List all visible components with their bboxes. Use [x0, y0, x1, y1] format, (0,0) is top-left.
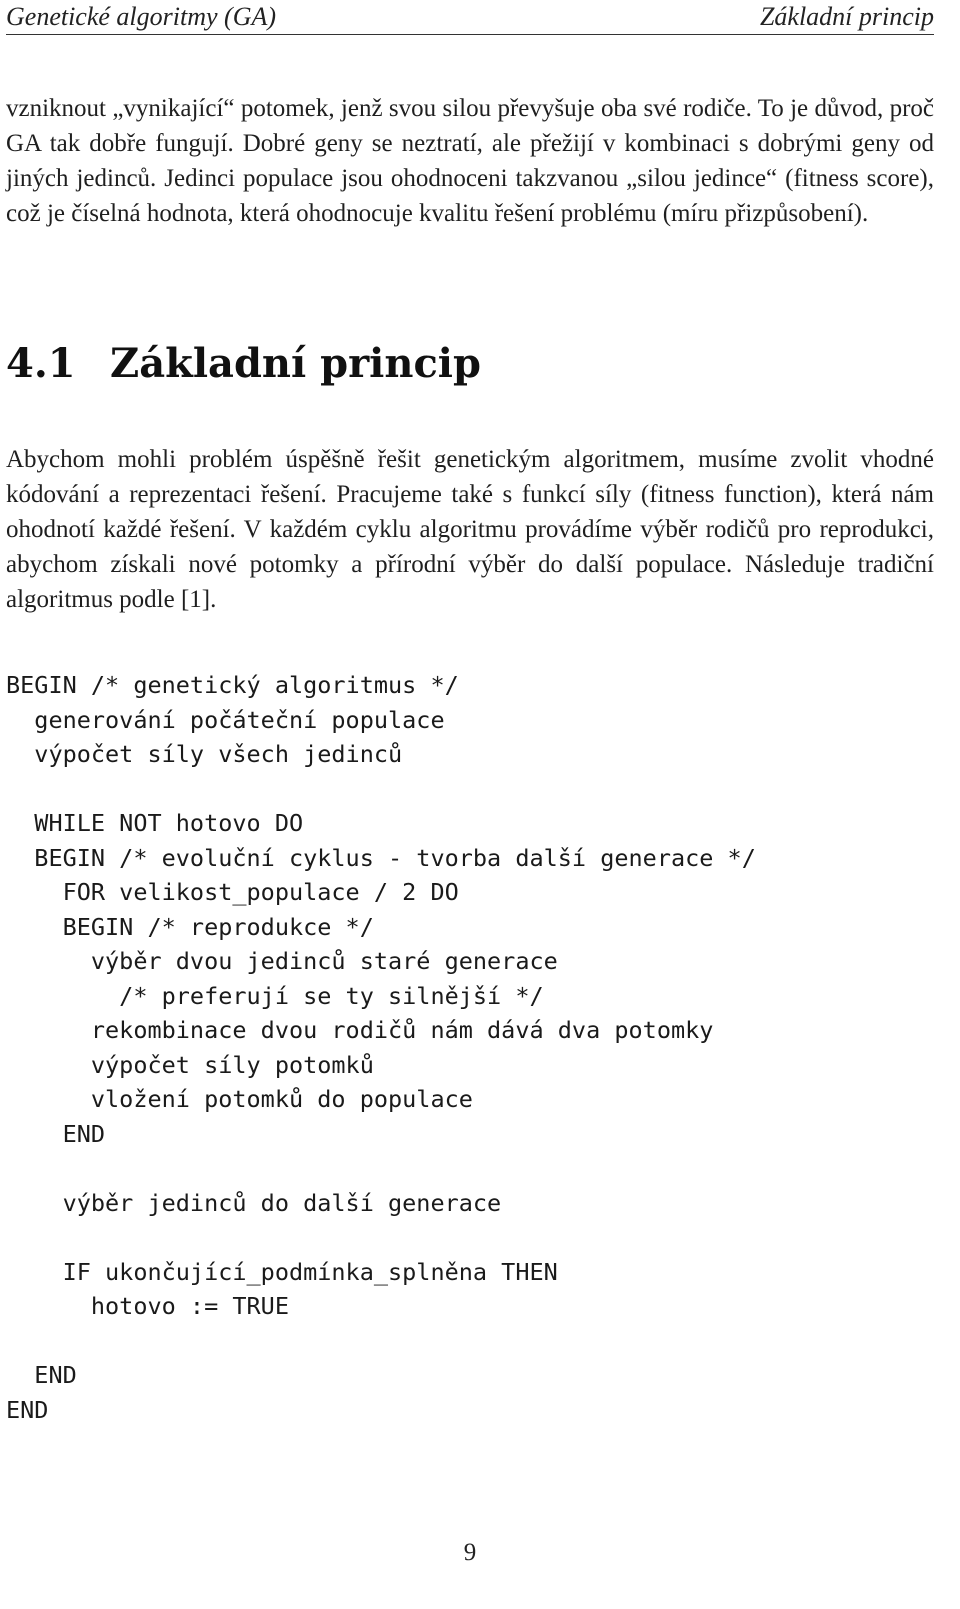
code-line: FOR velikost_populace / 2 DO — [6, 878, 459, 906]
section-title: Základní princip — [110, 340, 481, 387]
code-line: výpočet síly potomků — [6, 1050, 374, 1079]
paragraph-principle: Abychom mohli problém úspěšně řešit genetickým algoritmem, musíme zvolit vhodné kódování a reprezentaci řešení. Pracujeme také s funkcí síly (fitness function), která nám ohodnotí každé řešení. V každém cyklu algoritmu provádíme výběr rodičů pro reprodukci, abychom získali nové potomky a přírodní výběr do další populace. Následuje tradiční algoritmus podle [1]. — [6, 446, 934, 613]
code-line: BEGIN /* genetický algoritmus */ — [6, 671, 459, 699]
page-number: 9 — [463, 1539, 477, 1566]
header-rule — [6, 34, 934, 35]
algorithm-code-block — [6, 668, 756, 1427]
running-header — [6, 2, 934, 32]
code-line: hotovo := TRUE — [6, 1292, 289, 1320]
code-line: WHILE NOT hotovo DO — [6, 809, 304, 837]
code-line: výběr dvou jedinců staré generace — [6, 947, 558, 975]
code-line: IF ukončující_podmínka_splněna THEN — [6, 1257, 558, 1286]
code-line: vložení potomků do populace — [6, 1085, 473, 1113]
code-line: generování počáteční populace — [6, 705, 445, 734]
code-line: BEGIN /* evoluční cyklus - tvorba další generace */ — [6, 843, 756, 872]
code-line — [6, 1151, 756, 1186]
code-line: END — [6, 1361, 77, 1389]
code-line: výpočet síly všech jedinců — [6, 740, 403, 768]
paragraph-intro: vzniknout „vynikající“ potomek, jenž svou silou převyšuje oba své rodiče. To je důvod, proč GA tak dobře fungují. Dobré geny se neztratí, ale přežijí v kombinaci s dobrými geny od jiných jedinců. Jedinci populace jsou ohodnoceni takzvanou „silou jedince“ (fitness score), což je číselná hodnota, která ohodnocuje kvalitu řešení problému (míru přizpůsobení). — [6, 95, 934, 227]
header-chapter-title: Genetické algoritmy (GA) — [6, 2, 277, 31]
header-section-title: Základní princip — [759, 2, 934, 31]
code-line — [6, 1220, 756, 1255]
code-line — [6, 772, 756, 807]
section-heading — [6, 340, 481, 388]
code-line: END — [6, 1395, 49, 1424]
code-line: výběr jedinců do další generace — [6, 1188, 502, 1217]
document-page — [6, 0, 934, 1609]
code-line — [6, 1324, 756, 1359]
code-line: rekombinace dvou rodičů nám dává dva potomky — [6, 1016, 714, 1044]
code-line: /* preferují se ty silnější */ — [6, 981, 544, 1010]
code-line: BEGIN /* reprodukce */ — [6, 912, 374, 941]
section-number: 4.1 — [6, 340, 76, 387]
code-line: END — [6, 1119, 106, 1148]
